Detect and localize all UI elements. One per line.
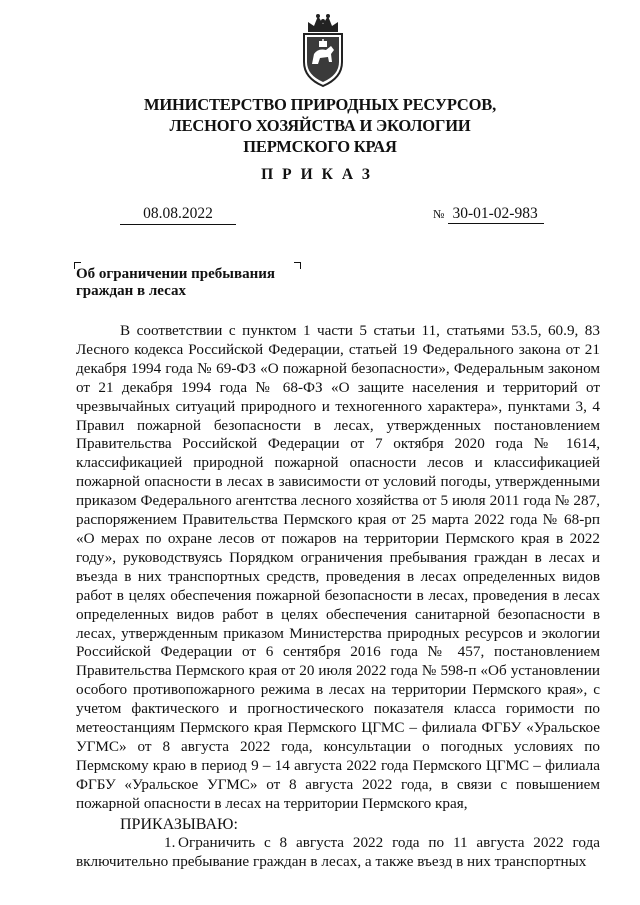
perm-krai-coat-of-arms-icon	[298, 12, 348, 88]
item-1-number: 1.	[164, 834, 176, 852]
item-1	[76, 834, 600, 872]
subject-line-2: граждан в лесах	[76, 283, 186, 299]
order-date: 08.08.2022	[120, 205, 236, 225]
subject-line-1: Об ограничении пребывания	[76, 266, 276, 282]
order-word: ПРИКАЗЫВАЮ:	[120, 815, 238, 833]
subject-bracket-right	[294, 262, 301, 269]
number-sign: №	[433, 207, 445, 221]
order-body	[76, 322, 600, 872]
ministry-line-2: ЛЕСНОГО ХОЗЯЙСТВА И ЭКОЛОГИИ	[169, 116, 471, 135]
order-subject	[76, 266, 275, 300]
order-number: 30-01-02-983	[448, 205, 543, 224]
order-number-field	[433, 205, 544, 223]
item-1-text: Ограничить с 8 августа 2022 года по 11 августа 2022 года включительно пребывание граждан в лесах, а также въезд в них транспортных	[76, 834, 600, 871]
ministry-line-3: ПЕРМСКОГО КРАЯ	[243, 137, 397, 156]
document-type: ПРИКАЗ	[261, 166, 379, 183]
ministry-name	[60, 94, 580, 157]
preamble-paragraph: В соответствии с пунктом 1 части 5 статьи 11, статьями 53.5, 60.9, 83 Лесного кодекса Российской Федерации, статьей 19 Федерального закона от 21 декабря 1994 года № 69-ФЗ «О пожарной безопасности», Федеральным законом от 21 декабря 1994 года № 68-ФЗ «О защите населения и территорий от чрезвычайных ситуаций природного и техногенного характера», пунктами 3, 4 Правил пожарной безопасности в лесах, утвержденных постановлением Правительства Российской Федерации от 7 октября 2020 года № 1614, классификацией природной пожарной опасности лесов и классификацией пожарной опасности в лесах в зависимости от условий погоды, утвержденными приказом Федерального агентства лесного хозяйства от 5 июля 2011 года № 287, распоряжением Правительства Пермского края от 25 марта 2022 года № 68-рп «О мерах по охране лесов от пожаров на территории Пермского края в 2022 году», руководствуясь Порядком ограничения пребывания граждан в лесах и въезда в них транспортных средств, проведения в лесах определенных видов работ в целях обеспечения пожарной безопасности в лесах, проведения в лесах определенных видов работ в целях обеспечения санитарной безопасности в лесах, утвержденным приказом Министерства природных ресурсов и экологии Российской Федерации от 6 сентября 2016 года № 457, постановлением Правительства Пермского края от 20 июля 2022 года № 598-п «Об установлении особого противопожарного режима в лесах на территории Пермского края», с учетом фактического и прогностического показателя класса горимости по метеостанциям Пермского края Пермского ЦГМС – филиала ФГБУ «Уральское УГМС» от 8 августа 2022 года, консультации о погодных условиях по Пермскому краю в период 9 – 14 августа 2022 года Пермского ЦГМС – филиала ФГБУ «Уральское УГМС» от 8 августа 2022 года, в связи с повышением пожарной опасности в лесах на территории Пермского края,	[76, 322, 600, 812]
ministry-line-1: МИНИСТЕРСТВО ПРИРОДНЫХ РЕСУРСОВ,	[144, 95, 496, 114]
